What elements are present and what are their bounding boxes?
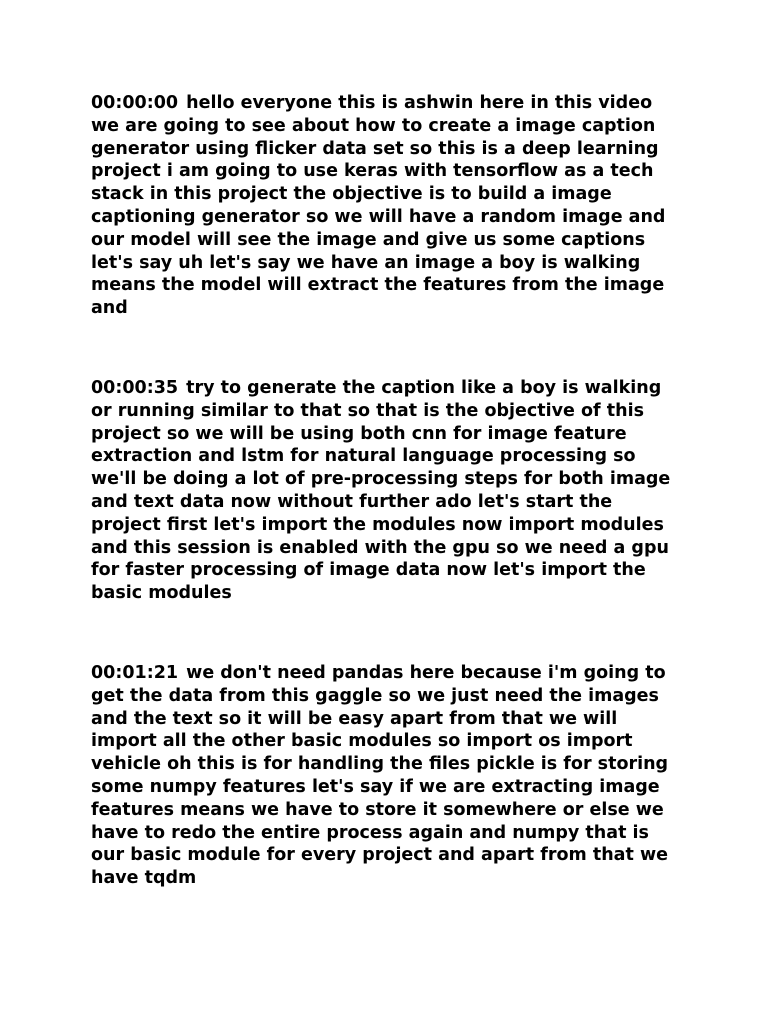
segment-line: our model will see the image and give us some captions xyxy=(91,229,646,250)
segment-line: stack in this project the objective is to build a image xyxy=(91,184,612,205)
segment-line: means the model will extract the features from the image xyxy=(91,275,665,296)
transcript-segment xyxy=(91,377,691,605)
segment-line: have to redo the entire process again and numpy that is xyxy=(91,822,649,843)
segment-timestamp: 00:00:00 xyxy=(91,93,179,113)
segment-line: generator using flicker data set so this is a deep learning xyxy=(91,138,659,159)
segment-line: project i am going to use keras with tensorflow as a tech xyxy=(91,161,654,182)
segment-line: have tqdm xyxy=(91,868,197,889)
segment-line: or running similar to that so that is the objective of this xyxy=(91,400,644,421)
segment-line: vehicle oh this is for handling the files pickle is for storing xyxy=(91,754,669,775)
segment-line: hello everyone this is ashwin here in this video xyxy=(186,93,653,113)
segment-line: let's say uh let's say we have an image a boy is walking xyxy=(91,252,641,273)
segment-line: and xyxy=(91,298,128,319)
segment-line: try to generate the caption like a boy is walking xyxy=(186,377,662,398)
segment-line: captioning generator so we will have a random image and xyxy=(91,206,666,227)
segment-line: basic modules xyxy=(91,583,232,604)
segment-line: project so we will be using both cnn for image feature xyxy=(91,423,627,444)
segment-timestamp: 00:01:21 xyxy=(91,662,179,683)
segment-line: and text data now without further ado let's start the xyxy=(91,491,613,512)
segment-timestamp: 00:00:35 xyxy=(91,377,179,398)
segment-line: we are going to see about how to create a image caption xyxy=(91,115,656,136)
segment-line: for faster processing of image data now let's import the xyxy=(91,560,646,581)
segment-line: our basic module for every project and apart from that we xyxy=(91,845,668,866)
transcript-segment xyxy=(91,92,691,320)
segment-line: get the data from this gaggle so we just need the images xyxy=(91,685,659,706)
segment-line: we don't need pandas here because i'm going to xyxy=(186,662,666,683)
segment-line: project first let's import the modules now import modules xyxy=(91,514,664,535)
segment-line: and this session is enabled with the gpu so we need a gpu xyxy=(91,537,669,558)
transcript-segment xyxy=(91,662,691,890)
segment-line: we'll be doing a lot of pre-processing steps for both image xyxy=(91,469,671,490)
transcript-page xyxy=(91,92,691,947)
segment-line: features means we have to store it somewhere or else we xyxy=(91,799,664,820)
segment-line: some numpy features let's say if we are extracting image xyxy=(91,776,660,797)
segment-line: and the text so it will be easy apart from that we will xyxy=(91,708,618,729)
segment-line: extraction and lstm for natural language processing so xyxy=(91,446,636,467)
segment-line: import all the other basic modules so import os import xyxy=(91,731,633,752)
